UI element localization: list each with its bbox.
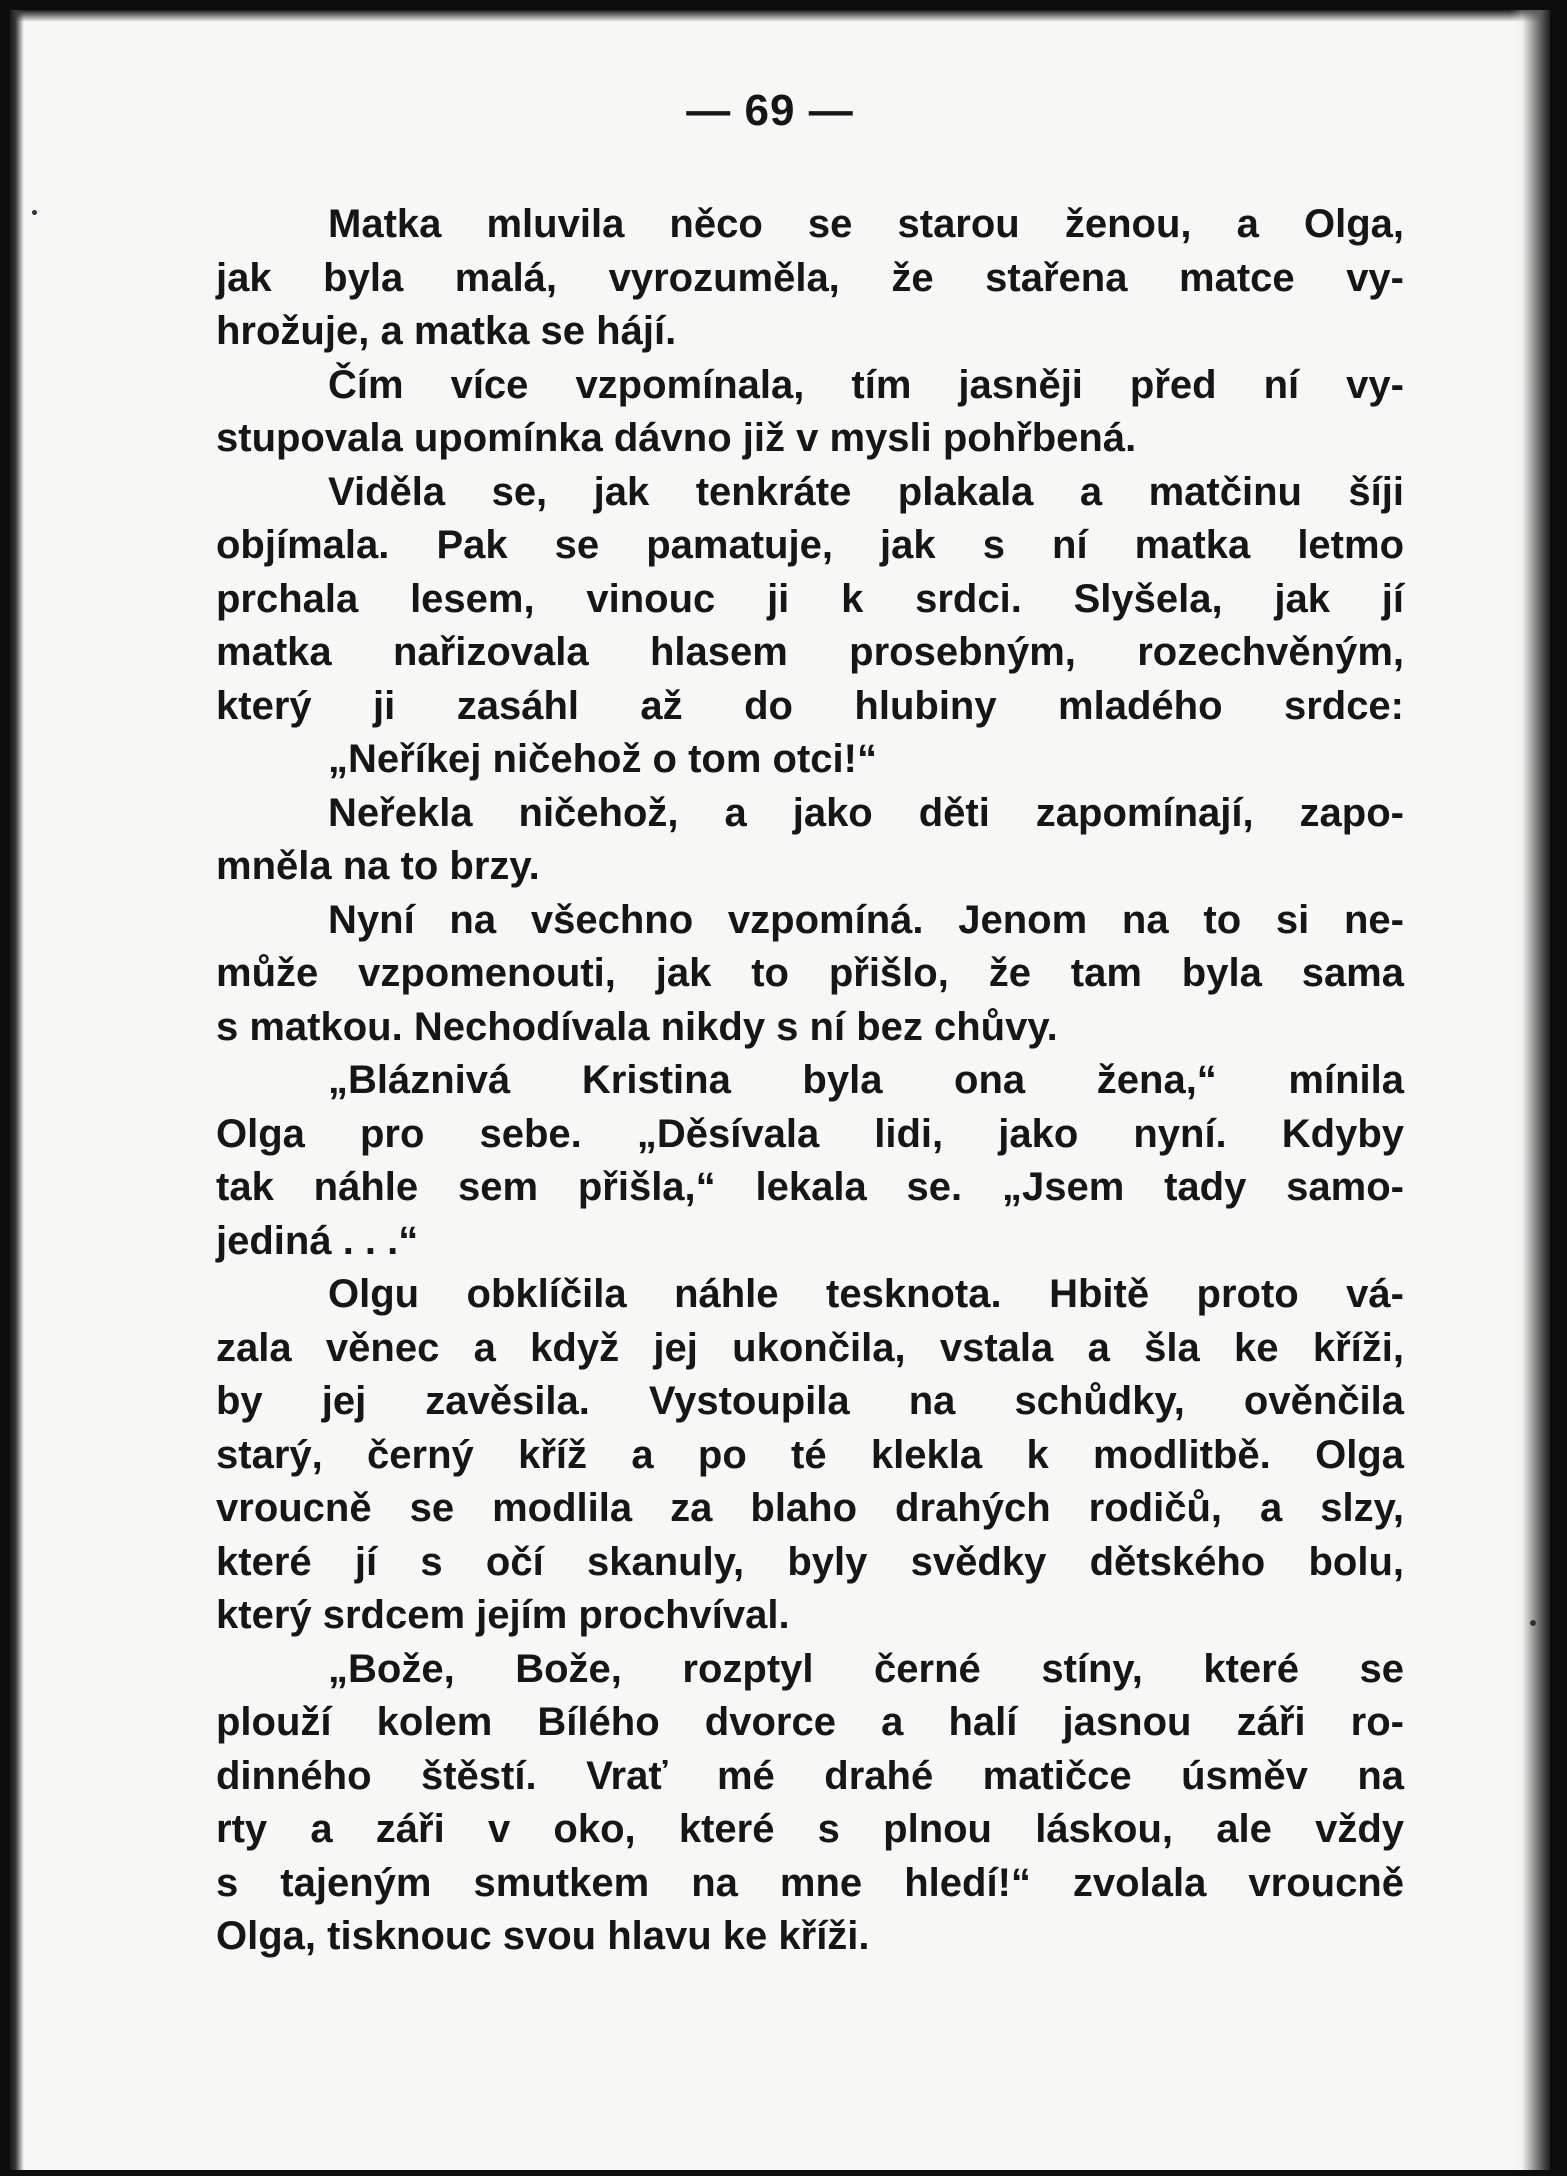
page-body-text bbox=[216, 198, 1404, 1964]
text-line: Nyní na všechno vzpomíná. Jenom na to si ne- bbox=[328, 897, 1404, 942]
text-line: tak náhle sem přišla,“ lekala se. „Jsem tady samo- bbox=[216, 1165, 1404, 1209]
text-line: prchala lesem, vinouc ji k srdci. Slyšela, jak jí bbox=[216, 576, 1404, 621]
scan-speck bbox=[32, 210, 37, 215]
text-line: který ji zasáhl až do hlubiny mladého srdce: bbox=[216, 683, 1404, 728]
text-line: s matkou. Nechodívala nikdy s ní bez chůvy. bbox=[216, 1004, 1058, 1049]
text-line: Olgu obklíčila náhle tesknota. Hbitě proto vá- bbox=[328, 1272, 1404, 1316]
text-line: Viděla se, jak tenkráte plakala a matčinu šíji bbox=[328, 469, 1404, 514]
text-line: které jí s očí skanuly, byly svědky dětského bolu, bbox=[216, 1539, 1404, 1584]
scan-edge-left bbox=[10, 10, 24, 2170]
text-line: jak byla malá, vyrozuměla, že stařena matce vy- bbox=[216, 255, 1404, 300]
text-line: vroucně se modlila za blaho drahých rodičů, a slzy, bbox=[216, 1486, 1404, 1530]
text-line: „Bože, Bože, rozptyl černé stíny, které se bbox=[328, 1646, 1404, 1691]
text-line: Neřekla ničehož, a jako děti zapomínají, zapo- bbox=[328, 790, 1404, 835]
text-line: matka nařizovala hlasem prosebným, rozechvěným, bbox=[216, 630, 1404, 674]
page-number: — 69 — bbox=[686, 86, 854, 135]
book-page bbox=[10, 10, 1550, 2170]
text-line: zala věnec a když jej ukončila, vstala a šla ke kříži, bbox=[216, 1325, 1404, 1370]
text-line: Čím více vzpomínala, tím jasněji před ní vy- bbox=[328, 362, 1404, 407]
text-line: který srdcem jejím prochvíval. bbox=[216, 1593, 790, 1637]
text-line: „Bláznivá Kristina byla ona žena,“ mínila bbox=[328, 1058, 1404, 1102]
text-line: hrožuje, a matka se hájí. bbox=[216, 309, 677, 353]
text-line: by jej zavěsila. Vystoupila na schůdky, ověnčila bbox=[216, 1379, 1404, 1423]
scan-speck bbox=[1530, 1620, 1536, 1626]
text-line: plouží kolem Bílého dvorce a halí jasnou záři ro- bbox=[216, 1700, 1404, 1744]
text-line: starý, černý kříž a po té klekla k modlitbě. Olga bbox=[216, 1432, 1404, 1477]
text-line: jediná . . .“ bbox=[216, 1218, 419, 1263]
text-line: mněla na to brzy. bbox=[216, 844, 540, 888]
text-line: Olga pro sebe. „Děsívala lidi, jako nyní. Kdyby bbox=[216, 1111, 1404, 1156]
text-line: objímala. Pak se pamatuje, jak s ní matka letmo bbox=[216, 523, 1404, 567]
text-line: „Neříkej ničehož o tom otci!“ bbox=[328, 737, 877, 781]
text-line: rty a záři v oko, které s plnou láskou, ale vždy bbox=[216, 1807, 1404, 1851]
text-line: s tajeným smutkem na mne hledí!“ zvolala vroucně bbox=[216, 1860, 1404, 1905]
text-line: Olga, tisknouc svou hlavu ke kříži. bbox=[216, 1914, 870, 1958]
text-line: Matka mluvila něco se starou ženou, a Olga, bbox=[328, 202, 1404, 246]
text-line: dinného štěstí. Vrať mé drahé matičce úsměv na bbox=[216, 1753, 1404, 1798]
text-line: může vzpomenouti, jak to přišlo, že tam byla sama bbox=[216, 951, 1404, 995]
scan-edge-top bbox=[10, 10, 1550, 22]
scan-edge-right bbox=[1510, 10, 1550, 2170]
text-line: stupovala upomínka dávno již v mysli pohřbená. bbox=[216, 416, 1137, 460]
